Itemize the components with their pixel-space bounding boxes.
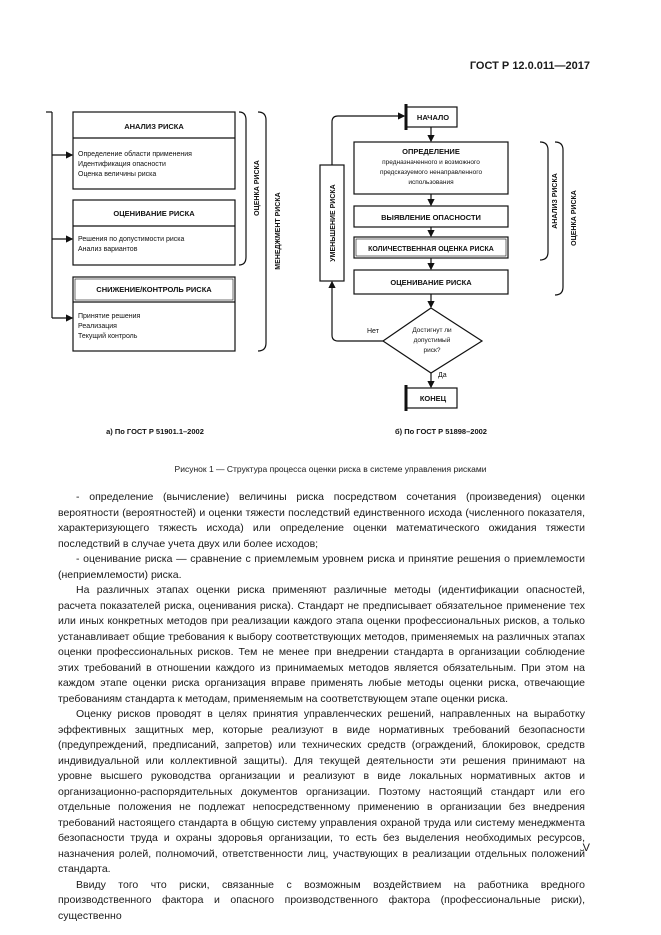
definition-title: ОПРЕДЕЛЕНИЕ: [402, 147, 460, 156]
bracket-assessment-label: ОЦЕНКА РИСКА: [254, 160, 261, 216]
bracket-management: [258, 112, 266, 351]
analysis-item: Определение области применения: [78, 151, 192, 158]
quant-label: КОЛИЧЕСТВЕННАЯ ОЦЕНКА РИСКА: [368, 246, 494, 253]
figure-caption: Рисунок 1 — Структура процесса оценки риска в системе управления рисками: [174, 464, 487, 474]
risk-process-figure: [0, 0, 661, 460]
bracket-management-label: МЕНЕДЖМЕНТ РИСКА: [275, 192, 282, 270]
analysis-item: Идентификация опасности: [78, 161, 166, 168]
yes-label: Да: [438, 372, 447, 379]
evaluation-item: Решения по допустимости риска: [78, 236, 185, 243]
decision-line: Достигнут ли: [412, 327, 452, 334]
diagram-b-label: б) По ГОСТ Р 51898–2002: [395, 427, 487, 436]
paragraph: Оценку рисков проводят в целях принятия управленческих решений, направленных на выработку эффективных защитных мер, которые реализуют в виде нормативных требований безопасности (предупреждений, предписаний, запретов) или технических средств (ограждений, блокировок, средств индивидуальной или коллективной защиты). Для текущей деятельности эти решения принимают на уровне высшего руководства организации и реализуют в виде локальных нормативных актов и организационно-распорядительных документов организации. Поэтому настоящий стандарт или его отдельные положения не подлежат непосредственному применению в организации без внедрения требований настоящего стандарта в общую систему управления охраной труда или систему менеджмента безопасности труда и охраны здоровья организации, то есть без выделения необходимых ресурсов, назначения ролей, полномочий, ответственности лиц, участвующих в реализации отдельных положений стандарта.: [58, 708, 585, 875]
bracket-assessment-label-b: ОЦЕНКА РИСКА: [571, 190, 578, 246]
paragraph: - определение (вычисление) величины риска посредством сочетания (произведения) оценки вероятности (вероятностей) и оценки тяжести последствий единственного исхода (численного показателя, характеризующего тяжесть исхода) или определение оценки математического ожидания тяжести последствий в случае учета двух или более исходов;: [58, 491, 585, 550]
paragraph: Ввиду того что риски, связанные с возможным воздействием на работника вредного производственного фактора и опасного производственного фактора (профессиональные риски), существенно: [58, 878, 585, 922]
evaluation-label-b: ОЦЕНИВАНИЕ РИСКА: [390, 278, 472, 287]
diagram-a-label: а) По ГОСТ Р 51901.1–2002: [106, 427, 204, 436]
hazard-id-label: ВЫЯВЛЕНИЕ ОПАСНОСТИ: [381, 213, 481, 222]
analysis-title: АНАЛИЗ РИСКА: [124, 122, 184, 131]
start-label: НАЧАЛО: [416, 113, 450, 122]
bracket-assessment: [239, 112, 246, 265]
paragraph: На различных этапах оценки риска применяют различные методы (идентификации опасностей, расчета показателей риска, оценивания риска). Стандарт не предписывает обязательное применение тех или иных конкретных методов при реализации каждого этапа оценки профессиональных рисков, а только устанавливает общие требования к выбору соответствующих методов, применяемых на различных этапах оценки профессиональных рисков. Тем не менее при внедрении стандарта в организации соблюдение этих требований в отношении каждого из принимаемых методов является обязательным. При этом на каждом этапе оценки риска организация вправе применять любые методы оценки риска, отвечающие требованиям стандарта к методам, применяемым на соответствующем этапе оценки риска.: [58, 584, 585, 705]
bracket-analysis-label: АНАЛИЗ РИСКА: [552, 173, 559, 229]
body-text: [58, 490, 585, 924]
reduction-item: Текущий контроль: [78, 333, 138, 340]
paragraph: - оценивание риска — сравнение с приемлемым уровнем риска и принятие решения о приемлемости (неприемлемости) риска.: [58, 553, 585, 581]
evaluation-title: ОЦЕНИВАНИЕ РИСКА: [113, 209, 195, 218]
reduction-item: Реализация: [78, 323, 117, 330]
end-label: КОНЕЦ: [419, 394, 447, 403]
reduction-title: СНИЖЕНИЕ/КОНТРОЛЬ РИСКА: [96, 285, 212, 294]
decision-line: допустимый: [413, 337, 451, 344]
page-number: V: [582, 842, 590, 854]
no-label: Нет: [367, 328, 379, 335]
definition-line: предназначенного и возможного: [382, 159, 480, 166]
reduction-item: Принятие решения: [78, 313, 141, 320]
reduction-label-b: УМЕНЬШЕНИЕ РИСКА: [330, 184, 337, 262]
analysis-item: Оценка величины риска: [78, 171, 157, 178]
definition-line: предсказуемого ненаправленного: [379, 169, 483, 176]
document-id: ГОСТ Р 12.0.011—2017: [469, 60, 590, 72]
decision-line: риск?: [423, 347, 441, 354]
evaluation-item: Анализ вариантов: [78, 246, 138, 253]
bracket-analysis: [540, 142, 548, 260]
definition-line: использования: [408, 179, 454, 186]
